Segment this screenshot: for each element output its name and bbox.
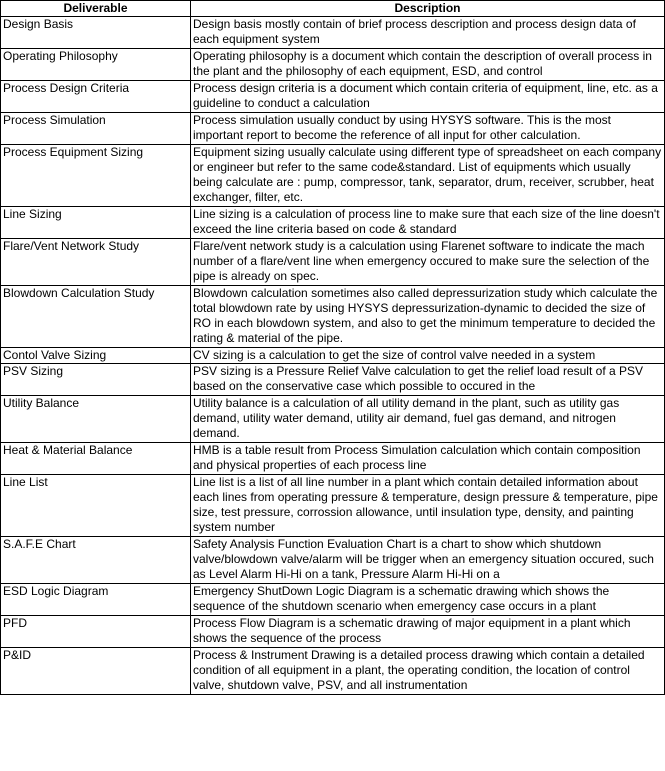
deliverable-cell: Process Simulation xyxy=(1,113,191,145)
table-row xyxy=(1,443,665,475)
table-row xyxy=(1,81,665,113)
table-row xyxy=(1,348,665,364)
deliverable-cell: Blowdown Calculation Study xyxy=(1,286,191,348)
deliverable-cell: Line Sizing xyxy=(1,207,191,239)
deliverable-cell: Line List xyxy=(1,475,191,537)
description-text: Operating philosophy is a document which contain the description of overall process in the plant and the philosophy of each equipment, ESD, and control xyxy=(193,49,652,78)
description-text: Line list is a list of all line number in a plant which contain detailed information about each lines from operating pressure & temperature, design pressure & temperature, pipe size, test pressure, corrossion allowance, until insulation type, density, and painting system number xyxy=(193,475,658,534)
deliverable-cell: P&ID xyxy=(1,648,191,695)
description-cell xyxy=(191,286,665,348)
deliverable-cell: ESD Logic Diagram xyxy=(1,584,191,616)
description-cell xyxy=(191,396,665,443)
description-text: Design basis mostly contain of brief process description and process design data of each equipment system xyxy=(193,17,636,46)
column-header-deliverable: Deliverable xyxy=(1,1,191,17)
description-text: Safety Analysis Function Evaluation Chart is a chart to show which shutdown valve/blowdown valve/alarm will be trigger when an emergency situation occured, such as Level Alarm Hi-Hi on a tank, Pressure Alarm Hi-Hi on a xyxy=(193,537,654,581)
description-cell xyxy=(191,145,665,207)
table-row xyxy=(1,475,665,537)
deliverable-cell: S.A.F.E Chart xyxy=(1,537,191,584)
deliverable-cell: PSV Sizing xyxy=(1,364,191,396)
description-cell xyxy=(191,537,665,584)
deliverable-cell: Utility Balance xyxy=(1,396,191,443)
description-text: Blowdown calculation sometimes also called depressurization study which calculate the total blowdown rate by using HYSYS depressurization-dynamic to decided the size of RO in each blowdown system, and also to get the minimum temperature to decided the rating & material of the pipe. xyxy=(193,286,658,345)
table-row xyxy=(1,616,665,648)
description-text: Line sizing is a calculation of process line to make sure that each size of the line doesn't exceed the line criteria based on code & standard xyxy=(193,207,660,236)
table-row xyxy=(1,17,665,49)
deliverable-cell: PFD xyxy=(1,616,191,648)
description-cell xyxy=(191,443,665,475)
deliverable-cell: Heat & Material Balance xyxy=(1,443,191,475)
table-row xyxy=(1,364,665,396)
table-row xyxy=(1,396,665,443)
deliverable-cell: Process Design Criteria xyxy=(1,81,191,113)
description-text: Process Flow Diagram is a schematic drawing of major equipment in a plant which shows the sequence of the process xyxy=(193,616,631,645)
description-text: Process & Instrument Drawing is a detailed process drawing which contain a detailed condition of all equipment in a plant, the operating condition, the location of control valve, shutdown valve, PSV, and all instrumentation xyxy=(193,648,645,692)
description-cell xyxy=(191,207,665,239)
table-row xyxy=(1,286,665,348)
deliverable-cell: Contol Valve Sizing xyxy=(1,348,191,364)
table-row xyxy=(1,537,665,584)
description-cell xyxy=(191,348,665,364)
deliverable-cell: Design Basis xyxy=(1,17,191,49)
description-cell xyxy=(191,49,665,81)
description-cell xyxy=(191,81,665,113)
description-cell xyxy=(191,648,665,695)
table-row xyxy=(1,113,665,145)
description-text: HMB is a table result from Process Simulation calculation which contain composition and physical properties of each process line xyxy=(193,443,641,472)
description-text: PSV sizing is a Pressure Relief Valve calculation to get the relief load result of a PSV based on the conservative case which possible to occured in the xyxy=(193,364,644,393)
description-text: Emergency ShutDown Logic Diagram is a schematic drawing which shows the sequence of the shutdown scenario when emergency case occurs in a plant xyxy=(193,584,610,613)
table-row xyxy=(1,207,665,239)
description-cell xyxy=(191,616,665,648)
description-cell xyxy=(191,584,665,616)
table-row xyxy=(1,145,665,207)
header-row xyxy=(1,1,665,17)
description-cell xyxy=(191,364,665,396)
table-row xyxy=(1,648,665,695)
deliverable-cell: Process Equipment Sizing xyxy=(1,145,191,207)
description-text: CV sizing is a calculation to get the size of control valve needed in a system xyxy=(193,348,596,362)
description-text: Process design criteria is a document which contain criteria of equipment, line, etc. as a guideline to conduct a calculation xyxy=(193,81,658,110)
description-cell xyxy=(191,475,665,537)
description-cell xyxy=(191,239,665,286)
description-cell xyxy=(191,17,665,49)
table-row xyxy=(1,49,665,81)
description-cell xyxy=(191,113,665,145)
deliverable-cell: Operating Philosophy xyxy=(1,49,191,81)
description-text: Equipment sizing usually calculate using different type of spreadsheet on each company or engineer but refer to the same code&standard. List of equipments which usually being calculate are : pump, compressor, tank, separator, drum, receiver, scrubber, heat exchanger, filter, etc. xyxy=(193,145,662,204)
column-header-description: Description xyxy=(191,1,665,17)
table-row xyxy=(1,584,665,616)
description-text: Utility balance is a calculation of all utility demand in the plant, such as utility gas demand, utility water demand, utility air demand, fuel gas demand, and nitrogen demand. xyxy=(193,396,620,440)
deliverable-cell: Flare/Vent Network Study xyxy=(1,239,191,286)
description-text: Flare/vent network study is a calculation using Flarenet software to indicate the mach number of a flare/vent line when emergency occured to make sure the selection of the pipe is already on spec. xyxy=(193,239,650,283)
table-row xyxy=(1,239,665,286)
description-text: Process simulation usually conduct by using HYSYS software. This is the most important report to become the reference of all input for other calculation. xyxy=(193,113,611,142)
